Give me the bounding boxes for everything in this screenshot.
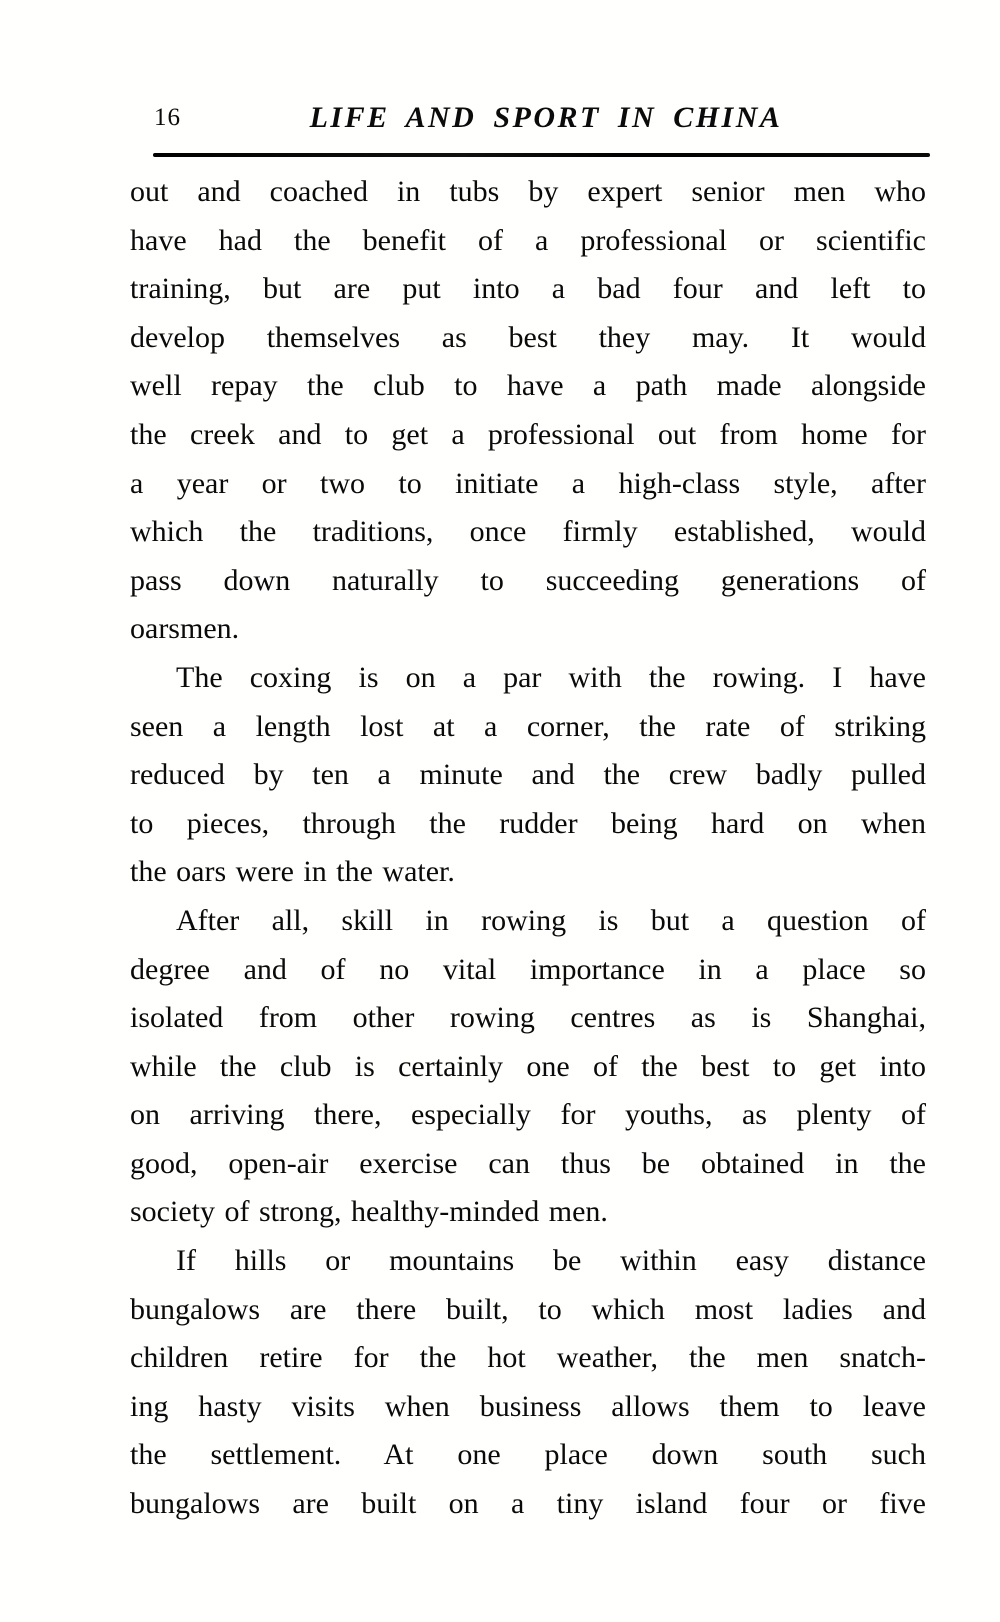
text-line: a year or two to initiate a high-class style, after bbox=[130, 466, 926, 500]
text-line: children retire for the hot weather, the men snatch- bbox=[130, 1341, 926, 1375]
text-line: After all, skill in rowing is but a question of bbox=[176, 903, 926, 937]
page-body bbox=[130, 168, 926, 1529]
text-line: ing hasty visits when business allows them to leave bbox=[130, 1389, 926, 1423]
text-line: training, but are put into a bad four and left to bbox=[130, 272, 926, 306]
paragraph bbox=[130, 654, 926, 897]
text-line: which the traditions, once firmly established, would bbox=[130, 515, 926, 549]
text-line: the creek and to get a professional out from home for bbox=[130, 417, 926, 451]
text-line: degree and of no vital importance in a place so bbox=[130, 952, 926, 986]
text-line: to pieces, through the rudder being hard on when bbox=[130, 806, 926, 840]
paragraph bbox=[130, 168, 926, 654]
text-line: The coxing is on a par with the rowing. I have bbox=[176, 660, 926, 694]
text-line: out and coached in tubs by expert senior men who bbox=[130, 175, 926, 208]
text-line: the settlement. At one place down south such bbox=[130, 1438, 926, 1472]
text-line: bungalows are there built, to which most ladies and bbox=[130, 1292, 926, 1326]
text-line: the oars were in the water. bbox=[130, 855, 455, 889]
text-line: reduced by ten a minute and the crew badly pulled bbox=[130, 758, 926, 792]
text-line: on arriving there, especially for youths, as plenty of bbox=[130, 1098, 926, 1132]
header-rule bbox=[153, 153, 930, 157]
text-line: well repay the club to have a path made alongside bbox=[130, 369, 926, 403]
page-number: 16 bbox=[154, 104, 181, 131]
text-line: oarsmen. bbox=[130, 612, 240, 646]
text-line: pass down naturally to succeeding generations of bbox=[130, 563, 926, 597]
text-line: bungalows are built on a tiny island four or five bbox=[130, 1487, 926, 1521]
text-line: develop themselves as best they may. It would bbox=[130, 320, 926, 354]
text-line: If hills or mountains be within easy distance bbox=[176, 1244, 926, 1278]
text-line: seen a length lost at a corner, the rate of striking bbox=[130, 709, 926, 743]
text-line: isolated from other rowing centres as is Shanghai, bbox=[130, 1001, 926, 1035]
running-title: LIFE AND SPORT IN CHINA bbox=[309, 101, 783, 134]
text-line: have had the benefit of a professional or scientific bbox=[130, 223, 926, 257]
text-line: while the club is certainly one of the best to get into bbox=[130, 1049, 926, 1083]
page-header bbox=[130, 101, 926, 141]
text-line: society of strong, healthy-minded men. bbox=[130, 1195, 608, 1229]
text-line: good, open-air exercise can thus be obtained in the bbox=[130, 1146, 926, 1180]
paragraph bbox=[130, 897, 926, 1237]
paragraph bbox=[130, 1237, 926, 1529]
